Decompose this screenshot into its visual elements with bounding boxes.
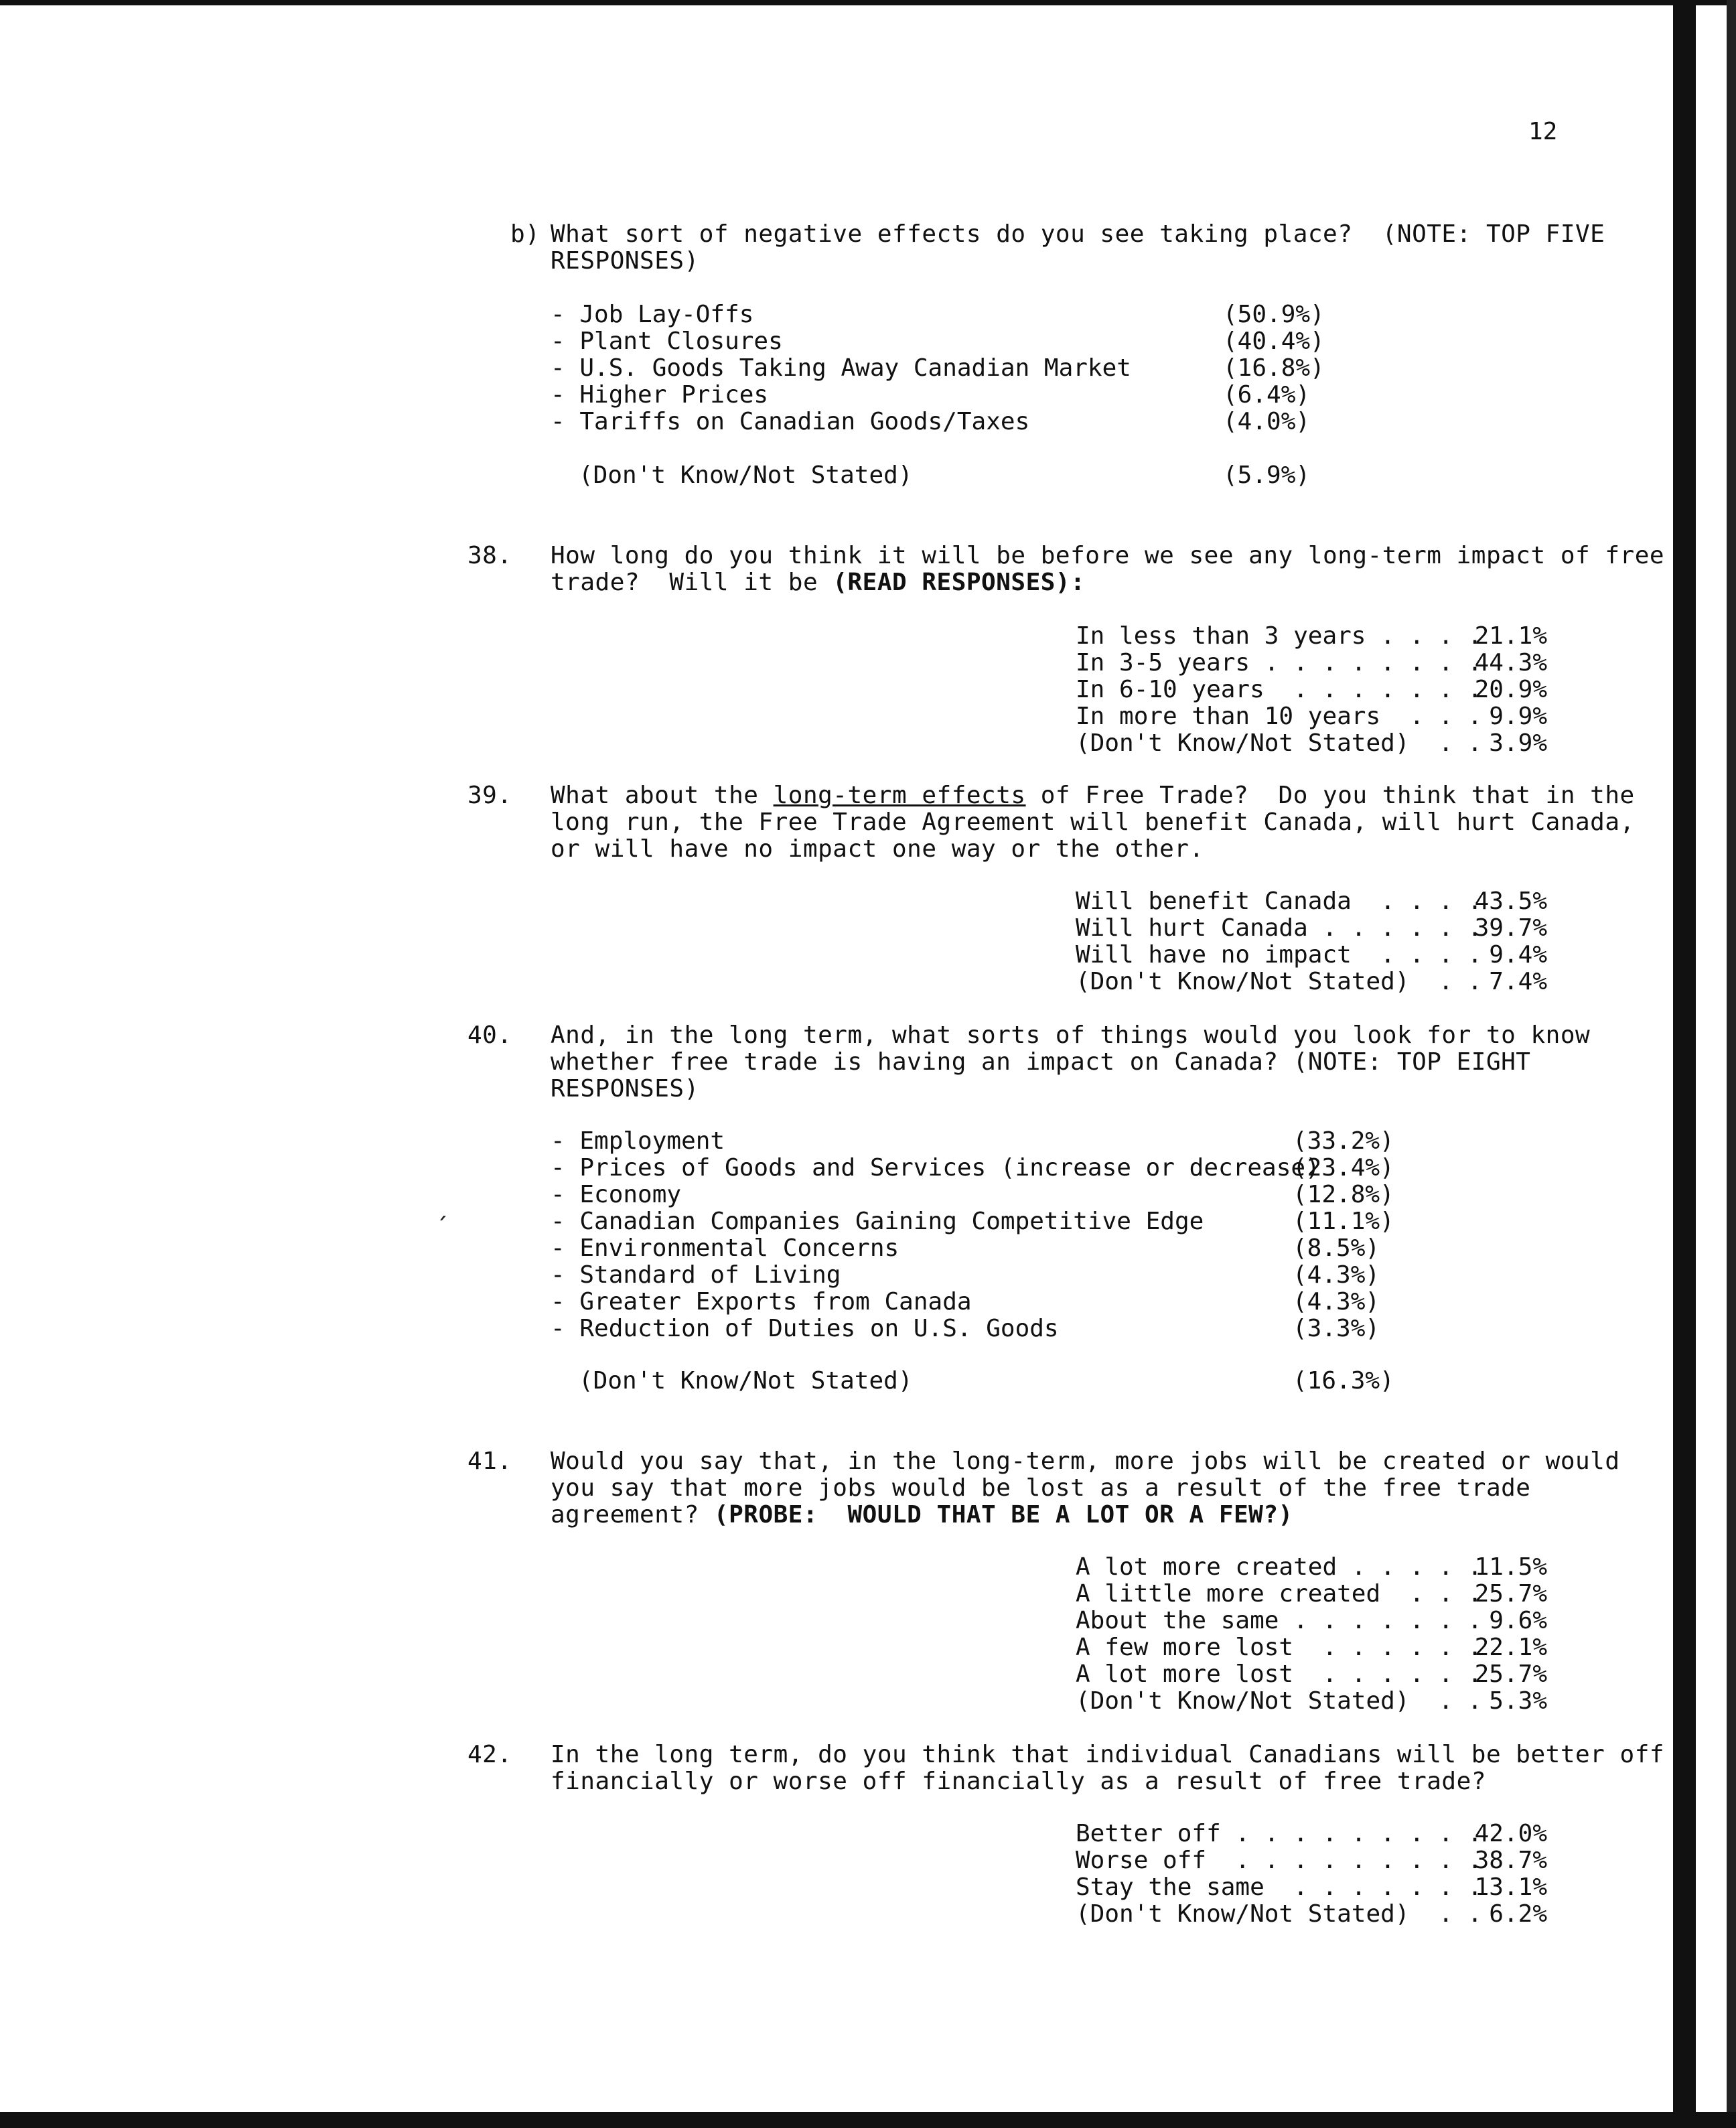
list-item: - Employment	[551, 1127, 725, 1155]
question-number: 42.	[467, 1741, 512, 1768]
response-label: In 6-10 years . . . . . . .	[1076, 676, 1482, 703]
response-label: A few more lost . . . . . .	[1076, 1634, 1482, 1661]
response-value: 43.5%	[1474, 888, 1547, 915]
response-label: In less than 3 years . . . .	[1076, 622, 1482, 650]
list-item: - Greater Exports from Canada	[551, 1288, 972, 1316]
dont-know-label: (Don't Know/Not Stated)	[579, 1367, 913, 1395]
response-value: 9.6%	[1489, 1607, 1547, 1634]
response-label: Will hurt Canada . . . . . .	[1076, 914, 1482, 942]
question-text-line: financially or worse off financially as a result of free trade?	[551, 1768, 1486, 1795]
question-text-line: How long do you think it will be before we see any long-term impact of free	[551, 542, 1665, 569]
list-item-pct: (11.1%)	[1293, 1208, 1394, 1235]
response-label: In 3-5 years . . . . . . . .	[1076, 649, 1482, 677]
list-item: - Plant Closures	[551, 328, 783, 355]
response-label: (Don't Know/Not Stated) . .	[1076, 1900, 1482, 1928]
question-text-line: In the long term, do you think that individual Canadians will be better off	[551, 1741, 1665, 1768]
question-text-line: or will have no impact one way or the other.	[551, 835, 1204, 863]
list-item: - Higher Prices	[551, 381, 769, 409]
question-text-line: RESPONSES)	[551, 247, 699, 275]
question-number: 40.	[467, 1021, 512, 1049]
probe-instruction: (PROBE: WOULD THAT BE A LOT OR A FEW?)	[713, 1501, 1293, 1529]
list-item: - Economy	[551, 1181, 682, 1208]
list-item-pct: (16.8%)	[1223, 354, 1325, 382]
scan-bottom-edge	[0, 2112, 1736, 2128]
dont-know-pct: (16.3%)	[1293, 1367, 1394, 1395]
response-value: 25.7%	[1474, 1580, 1547, 1608]
list-item: - Reduction of Duties on U.S. Goods	[551, 1315, 1059, 1342]
question-text-line: RESPONSES)	[551, 1075, 699, 1103]
list-item: - U.S. Goods Taking Away Canadian Market	[551, 354, 1131, 382]
question-text-line: whether free trade is having an impact on Canada? (NOTE: TOP EIGHT	[551, 1048, 1531, 1076]
response-label: (Don't Know/Not Stated) . .	[1076, 968, 1482, 995]
underlined-phrase: long-term effects	[773, 782, 1026, 809]
list-item: - Canadian Companies Gaining Competitive Edge	[551, 1208, 1204, 1235]
question-text-line: long run, the Free Trade Agreement will benefit Canada, will hurt Canada,	[551, 808, 1635, 836]
question-text: What about the	[551, 782, 774, 809]
list-item: - Prices of Goods and Services (increase or decrease)	[551, 1154, 1320, 1182]
response-label: Stay the same . . . . . . .	[1076, 1873, 1482, 1901]
response-label: Worse off . . . . . . . . .	[1076, 1847, 1482, 1874]
question-text-line	[551, 782, 1635, 809]
question-label: b)	[510, 220, 540, 248]
list-item: - Tariffs on Canadian Goods/Taxes	[551, 408, 1030, 435]
question-number: 38.	[467, 542, 512, 569]
response-value: 20.9%	[1474, 676, 1547, 703]
response-label: In more than 10 years . . .	[1076, 703, 1482, 730]
response-label: A little more created . . .	[1076, 1580, 1482, 1608]
question-text-line: And, in the long term, what sorts of things would you look for to know	[551, 1021, 1591, 1049]
list-item-pct: (4.3%)	[1293, 1261, 1380, 1289]
page-number: 12	[1528, 118, 1558, 145]
list-item-pct: (3.3%)	[1293, 1315, 1380, 1342]
response-value: 25.7%	[1474, 1660, 1547, 1688]
question-text-line: you say that more jobs would be lost as a result of the free trade	[551, 1474, 1531, 1502]
scan-right-border	[1727, 0, 1736, 2128]
list-item-pct: (12.8%)	[1293, 1181, 1394, 1208]
response-label: About the same . . . . . . .	[1076, 1607, 1482, 1634]
scan-top-edge	[0, 0, 1736, 5]
response-label: (Don't Know/Not Stated) . .	[1076, 729, 1482, 757]
read-responses-instruction: (READ RESPONSES):	[833, 569, 1086, 596]
question-text: agreement?	[551, 1501, 714, 1529]
dont-know-pct: (5.9%)	[1223, 462, 1311, 489]
question-text-line: What sort of negative effects do you see taking place? (NOTE: TOP FIVE	[551, 220, 1605, 248]
response-value: 44.3%	[1474, 649, 1547, 677]
list-item-pct: (8.5%)	[1293, 1234, 1380, 1262]
list-item-pct: (40.4%)	[1223, 328, 1325, 355]
response-value: 3.9%	[1489, 729, 1547, 757]
response-value: 11.5%	[1474, 1553, 1547, 1581]
response-value: 39.7%	[1474, 914, 1547, 942]
list-item-pct: (4.3%)	[1293, 1288, 1380, 1316]
list-item: - Job Lay-Offs	[551, 301, 754, 328]
response-value: 9.4%	[1489, 941, 1547, 969]
list-item-pct: (23.4%)	[1293, 1154, 1394, 1182]
question-number: 39.	[467, 782, 512, 809]
response-value: 7.4%	[1489, 968, 1547, 995]
response-value: 38.7%	[1474, 1847, 1547, 1874]
response-value: 5.3%	[1489, 1687, 1547, 1715]
response-value: 42.0%	[1474, 1820, 1547, 1847]
response-label: (Don't Know/Not Stated) . .	[1076, 1687, 1482, 1715]
question-text-line: Would you say that, in the long-term, more jobs will be created or would	[551, 1447, 1620, 1475]
question-text-line	[551, 569, 1085, 596]
response-value: 21.1%	[1474, 622, 1547, 650]
response-value: 13.1%	[1474, 1873, 1547, 1901]
list-item-pct: (33.2%)	[1293, 1127, 1394, 1155]
response-label: Will have no impact . . . .	[1076, 941, 1482, 969]
question-text: trade? Will it be	[551, 569, 833, 596]
response-label: A lot more created . . . . .	[1076, 1553, 1482, 1581]
response-value: 6.2%	[1489, 1900, 1547, 1928]
question-number: 41.	[467, 1447, 512, 1475]
scan-right-edge	[1673, 0, 1696, 2128]
list-item-pct: (4.0%)	[1223, 408, 1311, 435]
question-text: of Free Trade? Do you think that in the	[1025, 782, 1635, 809]
question-text-line	[551, 1502, 1293, 1529]
list-item-pct: (6.4%)	[1223, 381, 1311, 409]
response-value: 9.9%	[1489, 703, 1547, 730]
response-value: 22.1%	[1474, 1634, 1547, 1661]
list-item-pct: (50.9%)	[1223, 301, 1325, 328]
response-label: Will benefit Canada . . . .	[1076, 888, 1482, 915]
response-label: A lot more lost . . . . . .	[1076, 1660, 1482, 1688]
list-item: - Standard of Living	[551, 1261, 841, 1289]
response-label: Better off . . . . . . . . .	[1076, 1820, 1482, 1847]
dont-know-label: (Don't Know/Not Stated)	[579, 462, 913, 489]
list-item: - Environmental Concerns	[551, 1234, 899, 1262]
stray-pen-mark: ˏ	[435, 1190, 451, 1219]
